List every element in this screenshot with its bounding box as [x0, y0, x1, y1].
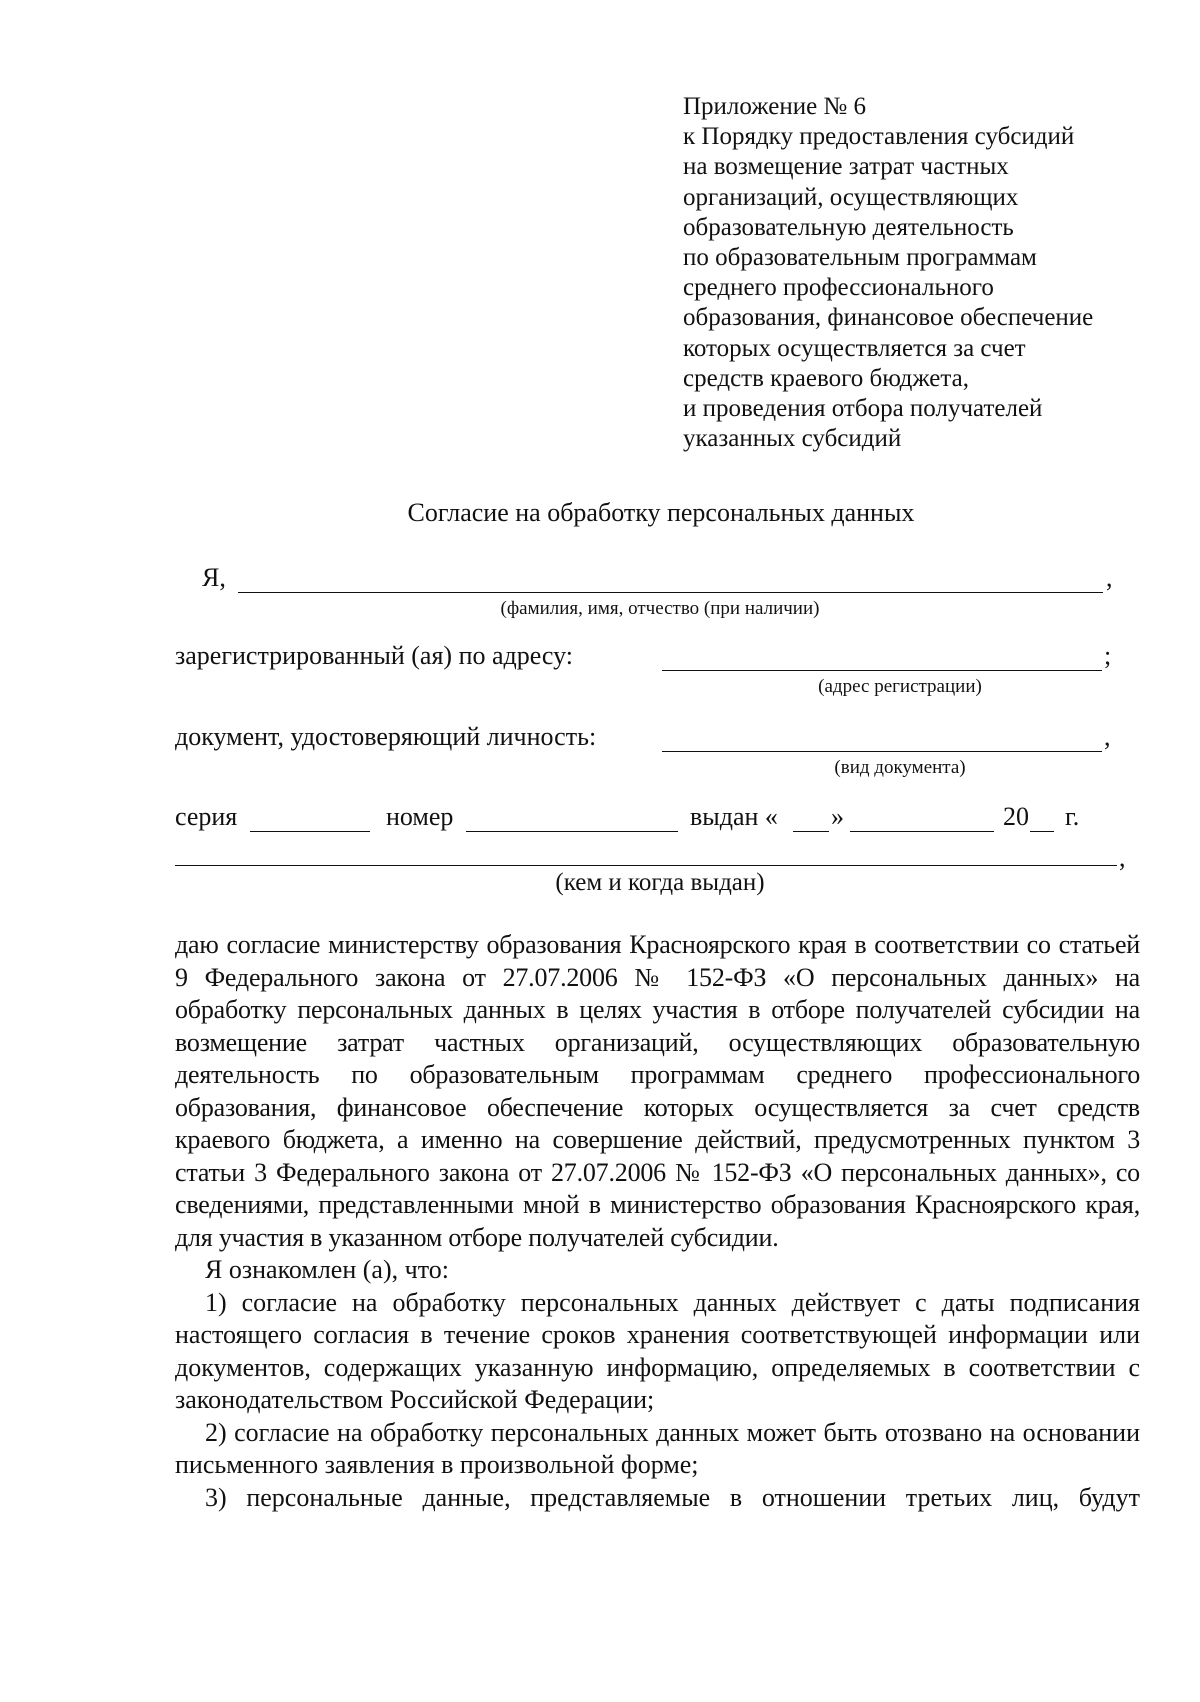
series-field[interactable] [250, 831, 370, 832]
i-label: Я, [202, 563, 226, 592]
issuer-field[interactable] [175, 865, 1117, 866]
fio-caption: (фамилия, имя, отчество (при наличии) [500, 598, 820, 619]
item-1: 1) согласие на обработку персональных данных действует с даты подписания настоящего согласия в течение сроков хранения соответствующей информации или документов, содержащих указанную информацию, определяемых в соответствии с законодательством Российской Федерации; [175, 1287, 1140, 1414]
appendix-line: и проведения отбора получателей [683, 395, 1043, 423]
issue-year-field[interactable] [1030, 831, 1054, 832]
address-field[interactable] [662, 670, 1102, 671]
year-label: 20 [1003, 802, 1029, 831]
appendix-line: указанных субсидий [683, 425, 902, 453]
document-caption: (вид документа) [834, 757, 966, 778]
appendix-line: к Порядку предоставления субсидий [683, 123, 1075, 151]
issue-month-field[interactable] [850, 831, 994, 832]
issued-label: выдан « [690, 802, 778, 831]
document-field[interactable] [662, 751, 1102, 752]
issuer-caption: (кем и когда выдан) [555, 869, 765, 896]
appendix-line: Приложение № 6 [683, 93, 867, 120]
appendix-line: которых осуществляется за счет [683, 334, 1026, 362]
appendix-header [683, 92, 1153, 454]
number-label: номер [386, 802, 454, 831]
number-field[interactable] [466, 831, 678, 832]
address-label: зарегистрированный (ая) по адресу: [175, 641, 574, 670]
issuer-end: , [1119, 843, 1126, 872]
appendix-line: по образовательным программам [683, 244, 1037, 272]
document-end: , [1104, 722, 1111, 751]
fio-end-comma: , [1106, 563, 1113, 592]
appendix-line: на возмещение затрат частных [683, 153, 1009, 181]
appendix-line: средств краевого бюджета, [683, 364, 969, 392]
issued-quote-close: » [831, 802, 844, 831]
document-label: документ, удостоверяющий личность: [175, 722, 597, 751]
address-caption: (адрес регистрации) [818, 676, 982, 697]
document-title: Согласие на обработку персональных данных [407, 498, 915, 527]
appendix-line: образования, финансовое обеспечение [683, 304, 1094, 332]
appendix-line: образовательную деятельность [683, 213, 1014, 241]
acknowledged-line: Я ознакомлен (а), что: [205, 1255, 449, 1284]
fio-field[interactable] [238, 592, 1103, 593]
series-label: серия [175, 802, 238, 831]
consent-body [175, 929, 1140, 1514]
address-end: ; [1104, 641, 1112, 670]
item-2: 2) согласие на обработку персональных данных может быть отозвано на основании письменного заявления в произвольной форме; [175, 1417, 1140, 1479]
consent-paragraph: даю согласие министерству образования Красноярского края в соответствии со статьей 9 Федерального закона от 27.07.2006 № 152-ФЗ «О персональных данных» на обработку персональных данных в целях участия в отборе получателей субсидии на возмещение затрат частных организаций, осуществляющих образовательную деятельность по образовательным программам среднего профессионального образования, финансовое обеспечение которых осуществляется за счет средств краевого бюджета, а именно на совершение действий, предусмотренных пунктом 3 статьи 3 Федерального закона от 27.07.2006 № 152-ФЗ «О персональных данных», со сведениями, представленными мной в министерство образования Красноярского края, для участия в указанном отборе получателей субсидии. [175, 930, 1140, 1252]
appendix-line: среднего профессионального [683, 274, 994, 302]
item-3: 3) персональные данные, представляемые в отношении третьих лиц, будут [205, 1482, 1140, 1512]
year-suffix: г. [1065, 802, 1080, 831]
appendix-line: организаций, осуществляющих [683, 183, 1019, 211]
issue-day-field[interactable] [793, 831, 829, 832]
